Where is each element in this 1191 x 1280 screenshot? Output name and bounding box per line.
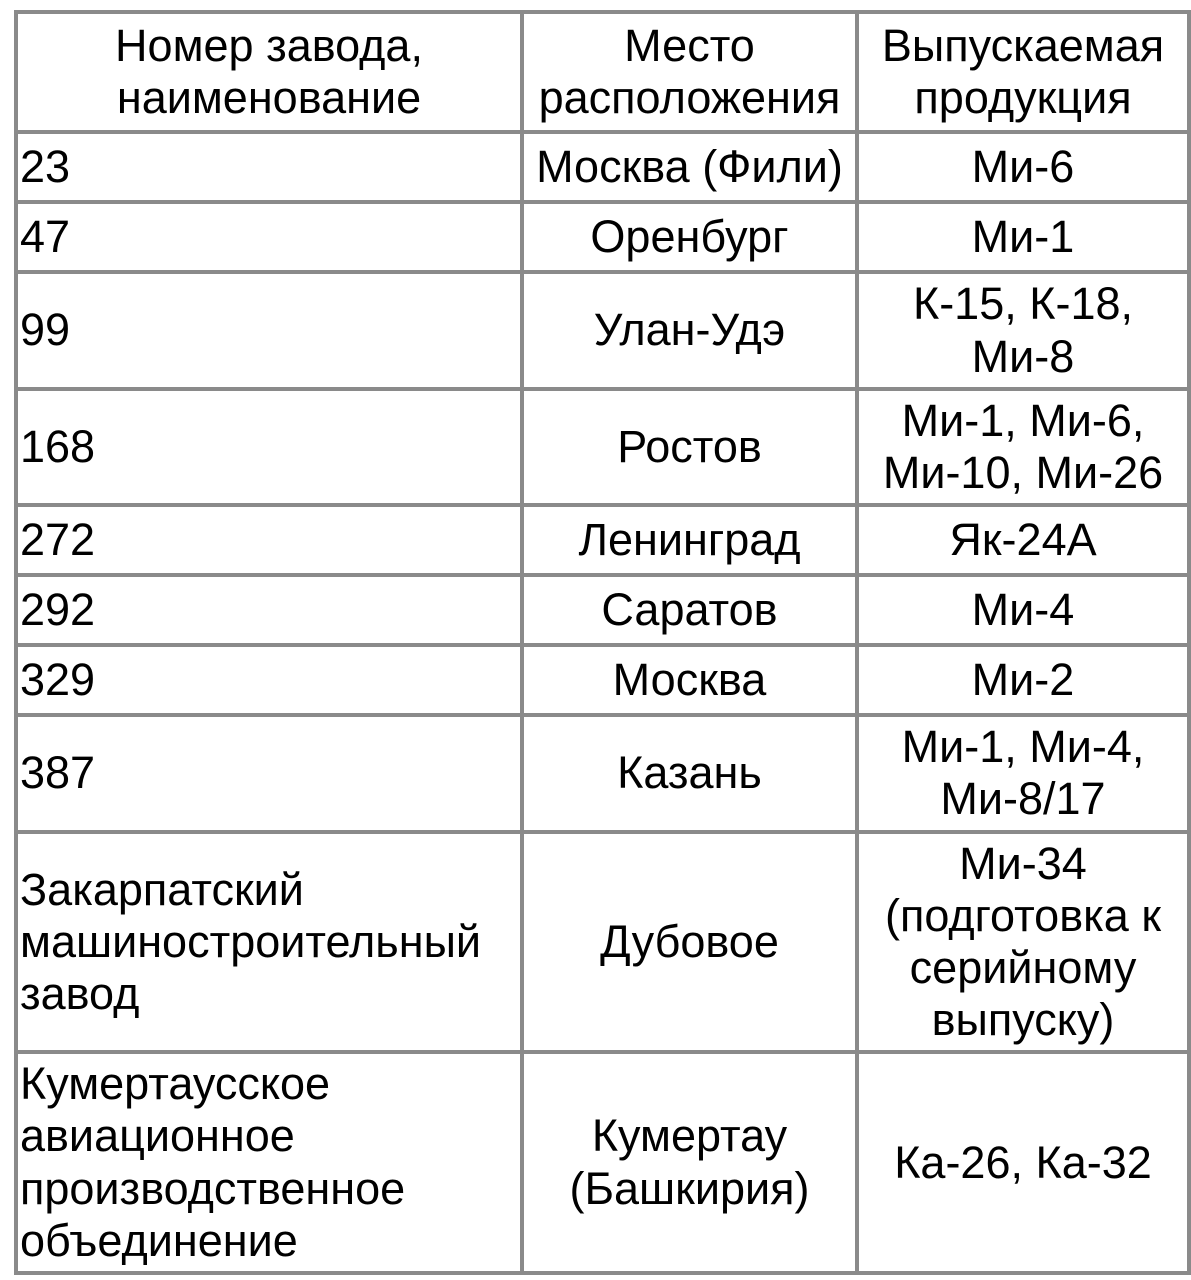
- header-location: Место расположения: [522, 12, 857, 132]
- location-cell: Ленинград: [522, 505, 857, 575]
- table-row: [16, 715, 1189, 831]
- products-cell: Ми-34 (подготовка к серийному выпуску): [857, 832, 1189, 1053]
- header-products: Выпускаемая продукция: [857, 12, 1189, 132]
- location-cell: Ростов: [522, 389, 857, 505]
- table-row: [16, 389, 1189, 505]
- factory-number-cell: 292: [16, 575, 522, 645]
- table-row: [16, 1052, 1189, 1273]
- table-row: [16, 575, 1189, 645]
- table-row: [16, 645, 1189, 715]
- location-cell: Москва: [522, 645, 857, 715]
- header-factory-number: Номер завода, наименование: [16, 12, 522, 132]
- factory-number-cell: 387: [16, 715, 522, 831]
- products-cell: Ми-2: [857, 645, 1189, 715]
- factory-number-cell: 168: [16, 389, 522, 505]
- table-row: [16, 272, 1189, 388]
- table-row: [16, 832, 1189, 1053]
- factory-number-cell: 23: [16, 132, 522, 202]
- factory-number-cell: 272: [16, 505, 522, 575]
- factory-number-cell: Кумертаусское авиационное производственное объединение: [16, 1052, 522, 1273]
- products-cell: Ка-26, Ка-32: [857, 1052, 1189, 1273]
- products-cell: Ми-1, Ми-6, Ми-10, Ми-26: [857, 389, 1189, 505]
- factories-table: [14, 10, 1191, 1275]
- location-cell: Саратов: [522, 575, 857, 645]
- factory-number-cell: 329: [16, 645, 522, 715]
- location-cell: Дубовое: [522, 832, 857, 1053]
- location-cell: Кумертау (Башкирия): [522, 1052, 857, 1273]
- factory-number-cell: Закарпатский машиностроительный завод: [16, 832, 522, 1053]
- location-cell: Улан-Удэ: [522, 272, 857, 388]
- table-row: [16, 505, 1189, 575]
- products-cell: Ми-4: [857, 575, 1189, 645]
- table-row: [16, 202, 1189, 272]
- table-row: [16, 132, 1189, 202]
- products-cell: Ми-6: [857, 132, 1189, 202]
- location-cell: Оренбург: [522, 202, 857, 272]
- products-cell: Ми-1: [857, 202, 1189, 272]
- location-cell: Москва (Фили): [522, 132, 857, 202]
- factory-number-cell: 47: [16, 202, 522, 272]
- products-cell: Ми-1, Ми-4, Ми-8/17: [857, 715, 1189, 831]
- factory-number-cell: 99: [16, 272, 522, 388]
- products-cell: Як-24А: [857, 505, 1189, 575]
- table-header-row: [16, 12, 1189, 132]
- location-cell: Казань: [522, 715, 857, 831]
- products-cell: К-15, К-18, Ми-8: [857, 272, 1189, 388]
